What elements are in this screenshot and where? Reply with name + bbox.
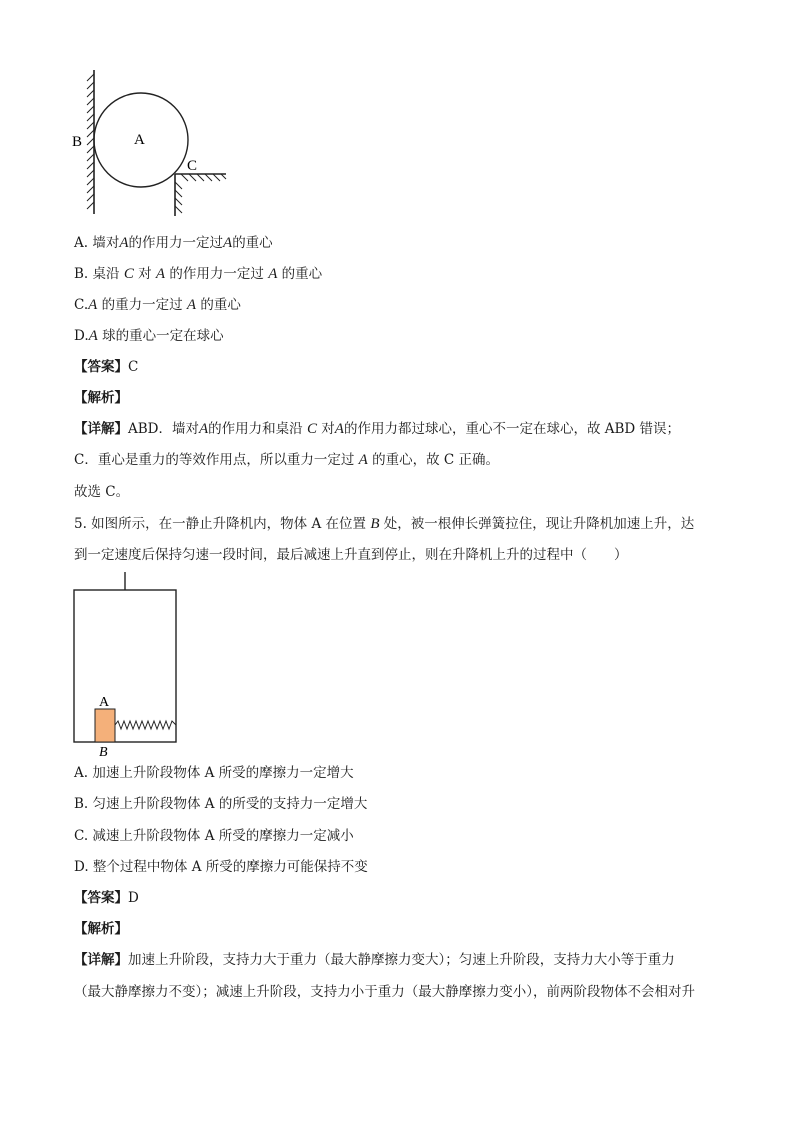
block-a — [95, 709, 115, 742]
q5-option-b: B. 匀速上升阶段物体 A 的所受的支持力一定增大 — [74, 796, 368, 812]
q5-stem-2: 到一定速度后保持匀速一段时间，最后减速上升直到停止，则在升降机上升的过程中（ ） — [74, 547, 628, 563]
q4-option-b: B. 桌沿 C 对 A 的作用力一定过 A 的重心 — [74, 266, 323, 282]
q5-detail-2: （最大静摩擦力不变）；减速上升阶段，支持力小于重力（最大静摩擦力变小），前两阶段物体不会相对升 — [74, 984, 695, 1000]
q4-option-c: C.A 的重力一定过 A 的重心 — [74, 297, 241, 313]
q4-option-d: D.A 球的重心一定在球心 — [74, 328, 224, 344]
q5-analysis-tag: 【解析】 — [74, 921, 128, 937]
sphere-wall-figure — [68, 64, 238, 218]
q5-detail-1: 【详解】加速上升阶段，支持力大于重力（最大静摩擦力变大）；匀速上升阶段，支持力大小等于重力 — [74, 952, 675, 968]
q5-option-d: D. 整个过程中物体 A 所受的摩擦力可能保持不变 — [74, 859, 368, 875]
q4-answer: 【答案】C — [74, 359, 139, 375]
elevator-figure — [70, 570, 184, 760]
q4-detail-2: C．重心是重力的等效作用点，所以重力一定过 A 的重心，故 C 正确。 — [74, 452, 500, 468]
q5-answer: 【答案】D — [74, 890, 139, 906]
label-a: A — [99, 695, 110, 710]
q5-stem-1: 5. 如图所示，在一静止升降机内，物体 A 在位置 B 处，被一根伸长弹簧拉住，现让升降机加速上升，达 — [74, 516, 695, 532]
label-b: B — [72, 134, 83, 150]
label-b: B — [99, 745, 108, 760]
label-a: A — [134, 132, 145, 148]
q5-option-a: A. 加速上升阶段物体 A 所受的摩擦力一定增大 — [74, 765, 354, 781]
q4-option-a: A. 墙对A的作用力一定过A的重心 — [74, 235, 273, 251]
q4-detail-1: 【详解】ABD．墙对A的作用力和桌沿 C 对A的作用力都过球心，重心不一定在球心，故 ABD 错误； — [74, 421, 681, 437]
q4-analysis-tag: 【解析】 — [74, 390, 128, 406]
q4-conclusion: 故选 C。 — [74, 484, 130, 500]
label-c: C — [187, 158, 198, 174]
q5-option-c: C. 减速上升阶段物体 A 所受的摩擦力一定减小 — [74, 828, 354, 844]
